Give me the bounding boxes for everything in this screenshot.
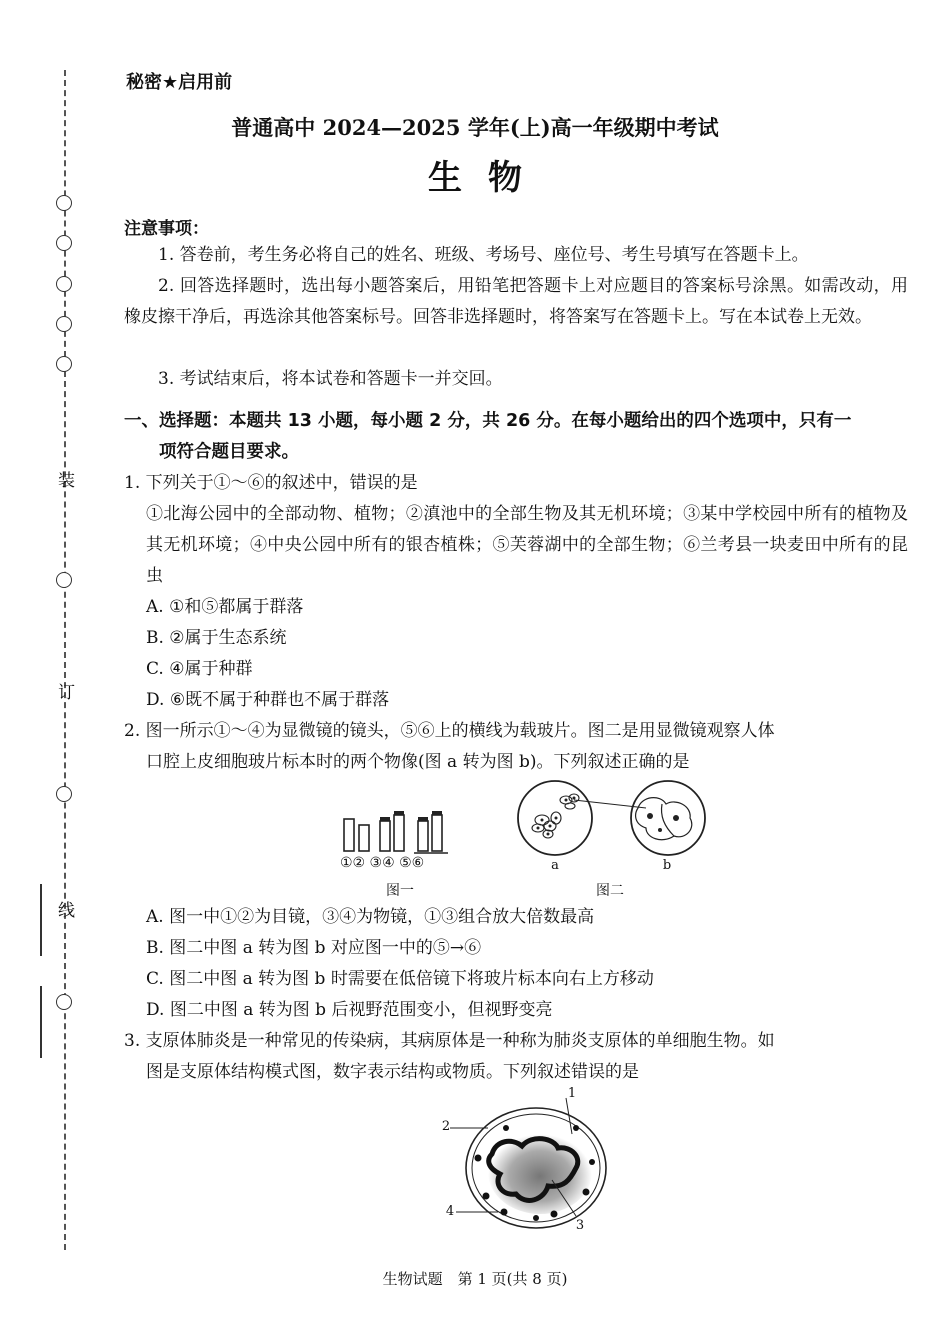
figure-3-label-3: 3 <box>575 1218 585 1233</box>
binding-hole <box>56 276 72 292</box>
note-item: 2. 回答选择题时，选出每小题答案后，用铅笔把答题卡上对应题目的答案标号涂黑。如需改动，用橡皮擦干净后，再选涂其他答案标号。回答非选择题时，将答案写在答题卡上。写在本试卷上无效。 <box>124 276 908 327</box>
margin-label-xian: 线 <box>58 901 75 921</box>
exam-title: 普通高中 2024—2025 学年(上)高一年级期中考试 <box>231 115 719 140</box>
binding-hole <box>56 786 72 802</box>
notes-heading: 注意事项： <box>124 219 209 239</box>
margin-bar <box>40 884 42 956</box>
note-item: 3. 考试结束后，将本试卷和答题卡一并交回。 <box>158 369 503 389</box>
section-heading: 一、选择题：本题共 13 小题，每小题 2 分，共 26 分。在每小题给出的四个选项中，只有一 <box>124 411 852 431</box>
question-1-option-b: B. ②属于生态系统 <box>146 628 287 648</box>
binding-hole <box>56 356 72 372</box>
figure-3-label-4: 4 <box>445 1204 455 1219</box>
figure-1-caption: 图一 <box>386 883 414 899</box>
question-2-option-b: B. 图二中图 a 转为图 b 对应图一中的⑤→⑥ <box>146 938 482 958</box>
figure-3-mycoplasma <box>436 1088 616 1238</box>
binding-hole <box>56 316 72 332</box>
figure-2-microscope-views <box>510 778 710 860</box>
question-2-stem-cont: 口腔上皮细胞玻片标本时的两个物像(图 a 转为图 b)。下列叙述正确的是 <box>146 752 690 772</box>
subject-title: 生物 <box>428 158 548 198</box>
figure-3-label-2: 2 <box>441 1119 451 1134</box>
figure-1-labels: ①② ③④ ⑤⑥ <box>340 855 425 871</box>
figure-3-label-1: 1 <box>567 1086 577 1101</box>
question-1-option-a: A. ①和⑤都属于群落 <box>146 597 304 617</box>
binding-hole <box>56 994 72 1010</box>
margin-label-ding: 订 <box>58 683 75 703</box>
page-footer: 生物试题 第 1 页(共 8 页) <box>382 1270 568 1288</box>
question-1-option-d: D. ⑥既不属于种群也不属于群落 <box>146 690 390 710</box>
margin-label-zhuang: 装 <box>58 471 75 491</box>
question-1-stem: 1. 下列关于①～⑥的叙述中，错误的是 <box>124 473 418 493</box>
binding-hole <box>56 235 72 251</box>
binding-hole <box>56 572 72 588</box>
question-1-body: ①北海公园中的全部动物、植物；②滇池中的全部生物及其无机环境；③某中学校园中所有的植物及其无机环境；④中央公园中所有的银杏植株；⑤芙蓉湖中的全部生物；⑥兰考县一块麦田中所有的昆虫 <box>146 504 908 586</box>
question-3-stem-cont: 图是支原体结构模式图，数字表示结构或物质。下列叙述错误的是 <box>146 1062 639 1082</box>
question-1-option-c: C. ④属于种群 <box>146 659 253 679</box>
question-2-stem: 2. 图一所示①～④为显微镜的镜头，⑤⑥上的横线为载玻片。图二是用显微镜观察人体 <box>124 721 775 741</box>
figure-2-label-a: a <box>551 858 559 873</box>
question-3-stem: 3. 支原体肺炎是一种常见的传染病，其病原体是一种称为肺炎支原体的单细胞生物。如 <box>124 1031 775 1051</box>
question-2-option-a: A. 图一中①②为目镜，③④为物镜，①③组合放大倍数最高 <box>146 907 595 927</box>
question-2-option-d: D. 图二中图 a 转为图 b 后视野范围变小，但视野变亮 <box>146 1000 553 1020</box>
note-item: 1. 答卷前，考生务必将自己的姓名、班级、考场号、座位号、考生号填写在答题卡上。 <box>158 245 809 265</box>
figure-2-label-b: b <box>662 858 672 873</box>
margin-bar <box>40 986 42 1058</box>
section-heading-cont: 项符合题目要求。 <box>159 442 299 462</box>
figure-2-caption: 图二 <box>596 883 624 899</box>
question-2-option-c: C. 图二中图 a 转为图 b 时需要在低倍镜下将玻片标本向右上方移动 <box>146 969 654 989</box>
confidential-mark: 秘密★启用前 <box>126 72 233 93</box>
